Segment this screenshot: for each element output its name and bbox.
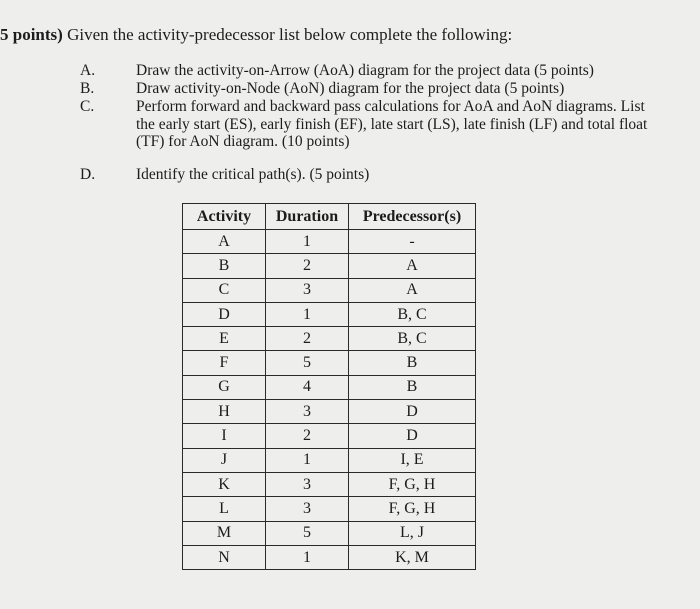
duration-cell: 3 (266, 400, 349, 424)
duration-cell: 2 (266, 254, 349, 278)
header-predecessors: Predecessor(s) (349, 204, 476, 230)
activity-cell: G (183, 375, 266, 399)
table-row (183, 230, 476, 254)
predecessor-cell: D (349, 424, 476, 448)
activity-cell: K (183, 472, 266, 496)
predecessor-cell: B, C (349, 327, 476, 351)
task-letter: B. (80, 80, 95, 97)
predecessor-cell: I, E (349, 448, 476, 472)
activity-cell: N (183, 545, 266, 569)
table-row (183, 351, 476, 375)
predecessor-cell: A (349, 254, 476, 278)
task-text: Draw activity-on-Node (AoN) diagram for the project data (5 points) (136, 80, 565, 97)
header-duration: Duration (266, 204, 349, 230)
table-row (183, 278, 476, 302)
duration-cell: 2 (266, 327, 349, 351)
task-letter: D. (80, 166, 96, 183)
duration-cell: 1 (266, 230, 349, 254)
task-text: Perform forward and backward pass calculations for AoA and AoN diagrams. List the early start (ES), early finish (EF), late start (LS), late finish (LF) and total float (TF) for AoN diagram. (10 points) (136, 98, 648, 150)
activity-cell: C (183, 278, 266, 302)
activity-cell: M (183, 521, 266, 545)
task-letter: A. (80, 62, 96, 79)
predecessor-cell: L, J (349, 521, 476, 545)
activity-cell: H (183, 400, 266, 424)
task-letter: C. (80, 98, 95, 115)
table-row (183, 521, 476, 545)
table-row (183, 497, 476, 521)
header-activity: Activity (183, 204, 266, 230)
activity-cell: A (183, 230, 266, 254)
task-text: Identify the critical path(s). (5 points) (136, 166, 370, 183)
predecessor-cell: B, C (349, 302, 476, 326)
activity-predecessor-table (182, 203, 476, 570)
duration-cell: 5 (266, 521, 349, 545)
activity-cell: F (183, 351, 266, 375)
predecessor-cell: K, M (349, 545, 476, 569)
duration-cell: 3 (266, 472, 349, 496)
duration-cell: 2 (266, 424, 349, 448)
activity-cell: D (183, 302, 266, 326)
activity-cell: I (183, 424, 266, 448)
predecessor-cell: B (349, 351, 476, 375)
task-text: Draw the activity-on-Arrow (AoA) diagram for the project data (5 points) (136, 62, 594, 79)
table-row (183, 545, 476, 569)
table-row (183, 327, 476, 351)
predecessor-cell: F, G, H (349, 497, 476, 521)
activity-cell: B (183, 254, 266, 278)
points-label: 5 points) (0, 25, 63, 44)
duration-cell: 1 (266, 545, 349, 569)
activity-cell: J (183, 448, 266, 472)
predecessor-cell: B (349, 375, 476, 399)
table-row (183, 424, 476, 448)
table-row (183, 448, 476, 472)
predecessor-cell: A (349, 278, 476, 302)
duration-cell: 1 (266, 448, 349, 472)
duration-cell: 4 (266, 375, 349, 399)
table-row (183, 302, 476, 326)
question-heading (0, 25, 512, 45)
activity-cell: E (183, 327, 266, 351)
activity-cell: L (183, 497, 266, 521)
table-row (183, 472, 476, 496)
duration-cell: 3 (266, 497, 349, 521)
duration-cell: 5 (266, 351, 349, 375)
table-row (183, 400, 476, 424)
duration-cell: 1 (266, 302, 349, 326)
heading-text: Given the activity-predecessor list below complete the following: (62, 25, 513, 44)
predecessor-cell: D (349, 400, 476, 424)
table-header-row (183, 204, 476, 230)
predecessor-cell: - (349, 230, 476, 254)
table-row (183, 254, 476, 278)
duration-cell: 3 (266, 278, 349, 302)
predecessor-cell: F, G, H (349, 472, 476, 496)
table-row (183, 375, 476, 399)
